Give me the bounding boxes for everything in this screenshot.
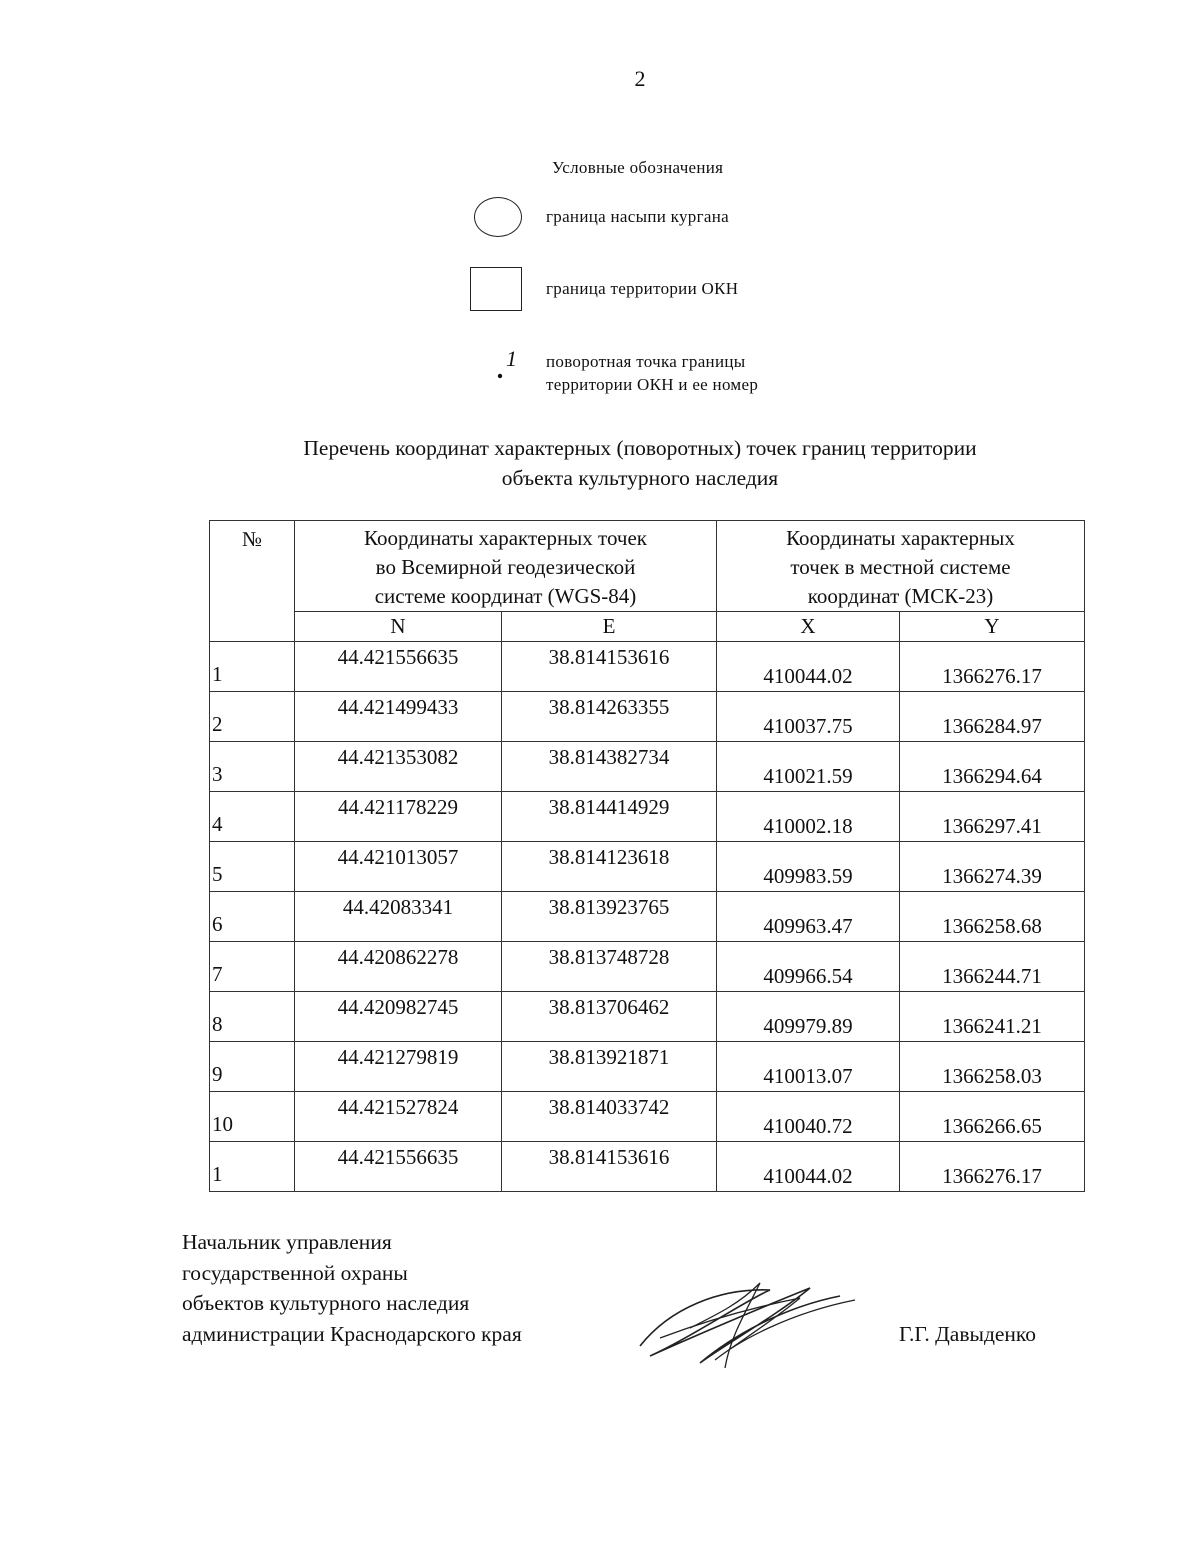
row-number: 8 [210, 992, 295, 1042]
cell-y: 1366297.41 [900, 792, 1085, 842]
header-wgs84 [295, 521, 717, 612]
table-row [210, 1092, 1085, 1142]
cell-n: 44.421556635 [295, 642, 502, 692]
table-subheader-row [210, 612, 1085, 642]
table-header-row [210, 521, 1085, 612]
cell-e: 38.814414929 [502, 792, 717, 842]
table-body [210, 642, 1085, 1192]
header-msk23-line3: координат (МСК-23) [807, 584, 994, 608]
cell-n: 44.421556635 [295, 1142, 502, 1192]
position-line4: администрации Краснодарского края [182, 1321, 522, 1346]
cell-x: 409983.59 [717, 842, 900, 892]
cell-n: 44.42083341 [295, 892, 502, 942]
cell-n: 44.421499433 [295, 692, 502, 742]
row-number: 3 [210, 742, 295, 792]
cell-y: 1366284.97 [900, 692, 1085, 742]
legend-label-point-line2: территории ОКН и ее номер [546, 375, 759, 394]
coordinates-table [209, 520, 1085, 1192]
position-line1: Начальник управления [182, 1230, 392, 1254]
cell-n: 44.420982745 [295, 992, 502, 1042]
cell-e: 38.814263355 [502, 692, 717, 742]
cell-x: 410040.72 [717, 1092, 900, 1142]
cell-n: 44.421279819 [295, 1042, 502, 1092]
subheader-y: Y [900, 612, 1085, 642]
header-msk23 [717, 521, 1085, 612]
point-number: 1 [506, 346, 517, 371]
table-row [210, 892, 1085, 942]
table-row [210, 1042, 1085, 1092]
cell-x: 409979.89 [717, 992, 900, 1042]
cell-e: 38.813921871 [502, 1042, 717, 1092]
cell-y: 1366276.17 [900, 642, 1085, 692]
cell-n: 44.421527824 [295, 1092, 502, 1142]
header-wgs84-line2: во Всемирной геодезической [375, 555, 636, 579]
row-number: 5 [210, 842, 295, 892]
page-number: 2 [634, 66, 646, 91]
position-line3: объектов культурного наследия [182, 1291, 470, 1315]
title-line1: Перечень координат характерных (поворотных) точек границ территории [303, 436, 977, 460]
legend-label-territory: граница территории ОКН [546, 279, 739, 298]
cell-y: 1366276.17 [900, 1142, 1085, 1192]
cell-y: 1366258.03 [900, 1042, 1085, 1092]
table-row [210, 1142, 1085, 1192]
page-title [200, 433, 1080, 493]
row-number: 6 [210, 892, 295, 942]
position-line2: государственной охраны [182, 1260, 408, 1285]
row-number: 9 [210, 1042, 295, 1092]
row-number: 1 [210, 642, 295, 692]
title-line2: объекта культурного наследия [501, 466, 779, 490]
cell-e: 38.814153616 [502, 642, 717, 692]
cell-e: 38.814123618 [502, 842, 717, 892]
subheader-x: X [717, 612, 900, 642]
cell-e: 38.813706462 [502, 992, 717, 1042]
row-number: 10 [210, 1092, 295, 1142]
header-msk23-line1: Координаты характерных [786, 526, 1015, 550]
cell-x: 410044.02 [717, 642, 900, 692]
cell-x: 409966.54 [717, 942, 900, 992]
cell-x: 410021.59 [717, 742, 900, 792]
row-number: 7 [210, 942, 295, 992]
cell-x: 410044.02 [717, 1142, 900, 1192]
cell-e: 38.814033742 [502, 1092, 717, 1142]
legend-title: Условные обозначения [552, 158, 724, 177]
cell-y: 1366266.65 [900, 1092, 1085, 1142]
row-number: 4 [210, 792, 295, 842]
handwritten-signature [630, 1268, 860, 1378]
table-row [210, 692, 1085, 742]
cell-y: 1366274.39 [900, 842, 1085, 892]
subheader-e: E [502, 612, 717, 642]
cell-y: 1366294.64 [900, 742, 1085, 792]
cell-x: 409963.47 [717, 892, 900, 942]
header-number: № [210, 521, 295, 642]
table-row [210, 842, 1085, 892]
signatory-position [182, 1227, 522, 1349]
cell-n: 44.421353082 [295, 742, 502, 792]
header-wgs84-line3: системе координат (WGS-84) [374, 584, 637, 608]
cell-n: 44.420862278 [295, 942, 502, 992]
legend-label-mound: граница насыпи кургана [546, 207, 729, 226]
cell-x: 410013.07 [717, 1042, 900, 1092]
cell-e: 38.814153616 [502, 1142, 717, 1192]
table-row [210, 792, 1085, 842]
square-icon [470, 267, 522, 311]
table-row [210, 942, 1085, 992]
cell-y: 1366244.71 [900, 942, 1085, 992]
cell-e: 38.813923765 [502, 892, 717, 942]
cell-e: 38.813748728 [502, 942, 717, 992]
cell-x: 410037.75 [717, 692, 900, 742]
cell-n: 44.421013057 [295, 842, 502, 892]
header-msk23-line2: точек в местной системе [790, 555, 1011, 579]
table-row [210, 642, 1085, 692]
cell-e: 38.814382734 [502, 742, 717, 792]
cell-n: 44.421178229 [295, 792, 502, 842]
cell-x: 410002.18 [717, 792, 900, 842]
cell-y: 1366258.68 [900, 892, 1085, 942]
table-row [210, 992, 1085, 1042]
row-number: 2 [210, 692, 295, 742]
header-wgs84-line1: Координаты характерных точек [364, 526, 647, 550]
signatory-name: Г.Г. Давыденко [899, 1322, 1037, 1346]
subheader-n: N [295, 612, 502, 642]
cell-y: 1366241.21 [900, 992, 1085, 1042]
circle-icon [474, 197, 522, 237]
legend-label-point-line1: поворотная точка границы [546, 352, 746, 371]
row-number: 1 [210, 1142, 295, 1192]
table-row [210, 742, 1085, 792]
